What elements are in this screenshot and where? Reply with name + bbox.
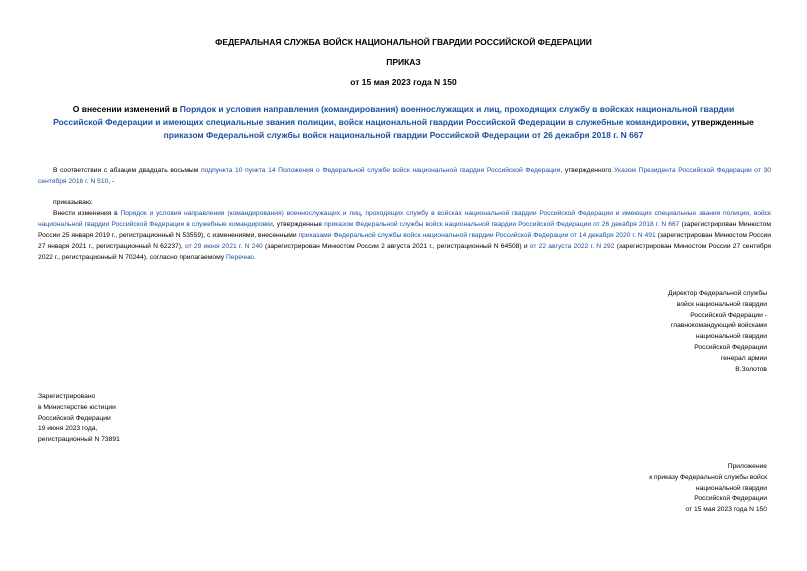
signer-block xyxy=(597,289,767,375)
preamble-paragraph xyxy=(38,165,771,187)
body-text: , утвержденные xyxy=(272,221,325,228)
body-text: (зарегистрирован Минюстом России 27 сентября 2022 г., регистрационный N 70244), согласно прилагаемому xyxy=(38,243,771,261)
body-link-order-240[interactable]: от 29 июня 2021 г. N 240 xyxy=(185,243,263,250)
title-text: О внесении изменений в xyxy=(72,104,180,114)
appendix-line: от 15 мая 2023 года N 150 xyxy=(685,506,767,514)
appendix-line: национальной гвардии xyxy=(695,484,767,492)
body-link-order-491[interactable]: приказами Федеральной службы войск национальной гвардии Российской Федерации от 14 декабря 2020 г. N 491 xyxy=(298,232,656,239)
body-text: (зарегистрирован Минюстом России 27 января 2021 г., регистрационный N 62237), xyxy=(38,232,772,250)
preamble-link-regulation[interactable]: подпункта 10 пункта 14 Положения о Федеральной службе войск национальной гвардии Российской Федерации xyxy=(200,167,561,174)
body-text: Внести изменения в xyxy=(53,210,121,217)
appendix-line: к приказу Федеральной службы войск xyxy=(649,473,767,481)
title-text: , утвержденные xyxy=(686,117,754,127)
document-title xyxy=(50,103,757,142)
body-text: . xyxy=(253,254,256,261)
order-word: приказываю: xyxy=(53,199,93,206)
body-text: (зарегистрирован Минюстом России 2 августа 2021 г., регистрационный N 64508) и xyxy=(262,243,530,250)
signer-name: В.Золотов xyxy=(735,365,767,373)
signer-line: генерал армии xyxy=(720,354,767,362)
appendix-block xyxy=(567,462,767,516)
registration-line: Зарегистрировано xyxy=(38,393,96,400)
registration-line: в Министерстве юстиции xyxy=(38,403,116,411)
body-link-list[interactable]: Перечню xyxy=(225,254,254,261)
agency-heading: ФЕДЕРАЛЬНАЯ СЛУЖБА ВОЙСК НАЦИОНАЛЬНОЙ ГВАРДИИ РОССИЙСКОЙ ФЕДЕРАЦИИ xyxy=(215,37,592,47)
registration-line: регистрационный N 73891 xyxy=(38,436,120,444)
signer-line: главнокомандующий войсками xyxy=(670,322,767,330)
body-link-order-292[interactable]: от 22 августа 2022 г. N 292 xyxy=(529,243,615,250)
appendix-line: Российской Федерации xyxy=(694,495,767,503)
signer-line: Российской Федерации xyxy=(694,343,767,351)
registration-line: 19 июня 2023 года, xyxy=(38,425,98,433)
body-link-procedure[interactable]: Порядок и условия направления (командирования) военнослужащих и лиц, проходящих службу в войсках национальной гвардии Российской Федерации и имеющих специальные звания полиции, войск национальной гвардии Российской Федерации в служебные командировки xyxy=(38,210,771,228)
appendix-line: Приложение xyxy=(727,463,767,470)
date-number-heading: от 15 мая 2023 года N 150 xyxy=(350,77,457,87)
title-link-procedure[interactable]: Порядок и условия направления (командирования) военнослужащих и лиц, проходящих службу в войсках национальной гвардии Российской Федерации и имеющих специальные звания полиции, войск национальной гвардии Российской Федерации в служебные командировки xyxy=(53,104,735,127)
doc-type-heading: ПРИКАЗ xyxy=(386,57,421,67)
registration-block xyxy=(38,392,120,446)
title-link-order[interactable]: приказом Федеральной службы войск национальной гвардии Российской Федерации от 26 декабря 2018 г. N 667 xyxy=(163,130,644,140)
signer-line: национальной гвардии xyxy=(695,333,767,341)
registration-line: Российской Федерации xyxy=(38,414,111,422)
preamble-link-decree[interactable]: Указом Президента Российской Федерации от 30 сентября 2016 г. N 510 xyxy=(38,167,772,185)
preamble-text: В соответствии с абзацем двадцать восьмым xyxy=(53,167,201,174)
signer-line: Российской Федерации - xyxy=(690,311,767,319)
signer-line: Директор Федеральной службы xyxy=(668,290,767,297)
body-paragraph xyxy=(38,208,771,263)
body-text: (зарегистрирован Минюстом России 25 января 2019 г., регистрационный N 53559), с изменениями, внесенными xyxy=(38,221,771,239)
signer-line: войск национальной гвардии xyxy=(676,300,767,308)
preamble-text: , утвержденного xyxy=(560,167,615,174)
preamble-text: , - xyxy=(108,178,115,185)
body-link-order-667[interactable]: приказом Федеральной службы войск национальной гвардии Российской Федерации от 26 декабря 2018 г. N 667 xyxy=(324,221,680,228)
